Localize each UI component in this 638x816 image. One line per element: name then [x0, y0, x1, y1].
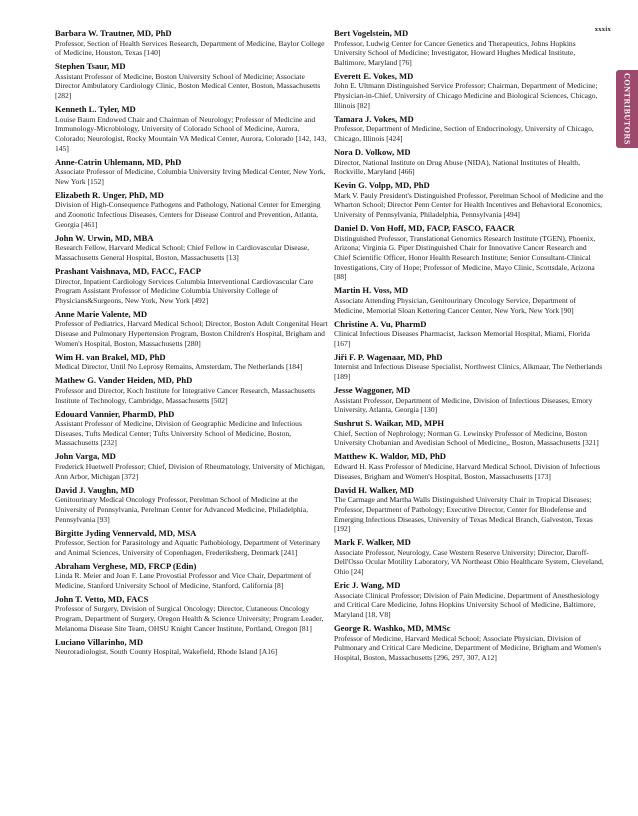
contributor-name: Jiři F. P. Wagenaar, MD, PhD	[334, 351, 443, 362]
contributor-name: Mark F. Walker, MD	[334, 537, 411, 548]
contributor-name: Christine A. Vu, PharmD	[334, 318, 427, 329]
contributor-entry	[55, 409, 329, 449]
contributor-entry	[334, 352, 604, 382]
contributor-name: Kevin G. Volpp, MD, PhD	[334, 180, 430, 191]
contributor-name: Elizabeth R. Unger, PhD, MD	[55, 189, 164, 200]
contributor-entry	[55, 190, 329, 230]
contributor-affiliation: Genitourinary Medical Oncology Professor, Perelman School of Medicine at the University of Pennsylvania, Perelman Center for Advanced Medicine, Philadelphia, Pennsylvania [93]	[55, 495, 308, 524]
contributor-affiliation: Edward H. Kass Professor of Medicine, Harvard Medical School, Division of Infectious Diseases, Brigham and Women's Hospital, Boston, Massachusetts [173]	[334, 461, 601, 481]
contributor-affiliation: Division of High-Consequence Pathogens and Pathology, National Center for Emerging and Zoonotic Infectious Diseases, Centers for Disease Control and Prevention, Atlanta, Georgia [461]	[55, 200, 321, 229]
contributor-name: Mathew G. Vander Heiden, MD, PhD	[55, 375, 193, 386]
contributor-entry	[55, 104, 329, 153]
contributor-entry	[55, 637, 329, 657]
contributor-entry	[55, 61, 329, 101]
contributor-entry	[334, 223, 604, 282]
contributor-entry	[55, 594, 329, 634]
contributor-entry	[334, 147, 604, 177]
contributor-affiliation: Frederick Huetwell Professor; Chief, Division of Rheumatology, University of Michigan, Ann Arbor, Michigan [372]	[55, 461, 325, 481]
contributor-entry	[334, 580, 604, 620]
contributor-name: Anne Marie Valente, MD	[55, 308, 148, 319]
left-column	[55, 28, 329, 660]
contributor-affiliation: Assistant Professor, Department of Medicine, Division of Infectious Diseases, Emory University, Atlanta, Georgia [130]	[334, 395, 593, 415]
contributor-affiliation: Linda R. Meier and Joan F. Lane Provostial Professor and Vice Chair, Department of Medicine, Stanford University School of Medicine, Stanford, California [8]	[55, 571, 312, 590]
contributor-affiliation: Medical Director, Until No Leprosy Remains, Amsterdam, The Netherlands [184]	[55, 362, 303, 372]
contributor-affiliation: Assistant Professor of Medicine, Boston University School of Medicine; Associate Director Ambulatory Cardiology Clinic, Boston Medical Center, Boston, Massachusetts [282]	[55, 71, 321, 101]
contributor-name: Abraham Verghese, MD, FRCP (Edin)	[55, 560, 197, 571]
contributor-affiliation: Professor of Surgery, Division of Surgical Oncology; Director, Cutaneous Oncology Program, Department of Surgery, Oregon Health & Science University; Program Leader, Melanoma Disease Site Team, OHSU Knight Cancer Institute, Portland, Oregon [81]	[55, 604, 324, 633]
contributor-entry	[334, 114, 604, 144]
contributor-name: John T. Vetto, MD, FACS	[55, 593, 149, 604]
contributor-affiliation: Professor, Section for Parasitology and Aquatic Pathobiology, Department of Veterinary and Animal Sciences, University of Copenhagen, Frederiksberg, Denmark [241]	[55, 538, 321, 557]
contributor-entry	[334, 385, 604, 415]
contributor-affiliation: Professor and Director, Koch Institute for Integrative Cancer Research, Massachusetts Institute of Technology, Cambridge, Massachusetts [502]	[55, 385, 316, 405]
contributor-entry	[334, 451, 604, 481]
contributor-affiliation: John E. Ultmann Distinguished Service Professor; Chairman, Department of Medicine; Physician-in-Chief, University of Chicago Medicine and Biological Sciences, Chicago, Illinois [82]	[334, 81, 598, 110]
contributor-name: Jesse Waggoner, MD	[334, 385, 411, 396]
page-number: xxxix	[594, 26, 611, 33]
contributor-affiliation: Director, National Institute on Drug Abuse (NIDA), National Institutes of Health, Rockville, Maryland [466]	[334, 157, 580, 177]
contributor-affiliation: Clinical Infectious Diseases Pharmacist, Jackson Memorial Hospital, Miami, Florida [167]	[334, 329, 590, 348]
contributor-name: Birgitte Jyding Vennervald, MD, MSA	[55, 527, 197, 538]
contributor-entry	[334, 623, 604, 663]
contributor-affiliation: Associate Attending Physician, Genitourinary Oncology Service, Department of Medicine, Memorial Sloan Kettering Cancer Center, New York, New York [90]	[334, 295, 577, 315]
contributor-affiliation: Research Fellow, Harvard Medical School; Chief Fellow in Cardiovascular Disease, Massachusetts General Hospital, Boston, Massachusetts [13]	[55, 243, 310, 263]
contributor-affiliation: Professor of Pediatrics, Harvard Medical School; Director, Boston Adult Congenital Heart Disease and Pulmonary Hypertension Program, Boston Children's Hospital, Brigham and Women's Hospital, Boston, Massachusetts [280]	[55, 319, 328, 348]
contributor-affiliation: Distinguished Professor, Translational Genomics Research Institute (TGEN), Phoenix, Arizona; Virginia G. Piper Distinguished Chair for Innovative Cancer Research and Chief Scientific Officer, Honor Health Research Institute; Senior Consultant-Clinical Investigations, City of Hope; Professor of Medicine, Mayo Clinic, Scottsdale, Arizona [88]	[334, 233, 596, 282]
contributor-entry	[55, 233, 329, 263]
contributor-entry	[334, 418, 604, 448]
contributor-name: Prashant Vaishnava, MD, FACC, FACP	[55, 266, 202, 277]
contributor-affiliation: Associate Professor, Neurology, Case Western Reserve University; Director, Daroff-Dell'Osso Ocular Motility Laboratory, VA Northeast Ohio Healthcare System, Cleveland, Ohio [24]	[334, 547, 604, 577]
contributor-entry	[55, 485, 329, 525]
contributor-entry	[334, 537, 604, 577]
contributor-name: Barbara W. Trautner, MD, PhD	[55, 28, 172, 38]
contributor-name: Sushrut S. Waikar, MD, MPH	[334, 418, 445, 429]
contributor-entry	[334, 180, 604, 220]
contributor-name: Tamara J. Vokes, MD	[334, 113, 414, 124]
contributor-name: Matthew K. Waldor, MD, PhD	[334, 451, 446, 462]
contributor-name: Luciano Villarinho, MD	[55, 636, 144, 647]
contributor-entry	[334, 285, 604, 315]
contributor-entry	[55, 157, 329, 187]
contributor-affiliation: Louise Baum Endowed Chair and Chairman of Neurology; Professor of Medicine and Immunology-Microbiology, University of Colorado School of Medicine, Aurora, Colorado; Neurologist, Rocky Mountain VA Medical Center, Aurora, Colorado [142, 143, 145]	[55, 114, 327, 153]
contributor-entry	[334, 319, 604, 349]
contributor-affiliation: Director, Inpatient Cardiology Services Columbia Interventional Cardiovascular Care Program Assistant Professor of Medicine Columbia University College of Physicians&Surgeons, New York, New York [492]	[55, 276, 314, 305]
contributor-affiliation: Professor, Ludwig Center for Cancer Genetics and Therapeutics, Johns Hopkins University School of Medicine; Investigator, Howard Hughes Medical Institute, Baltimore, Maryland [76]	[334, 38, 576, 67]
contributor-affiliation: Professor, Department of Medicine, Section of Endocrinology, University of Chicago, Chicago, Illinois [424]	[334, 124, 594, 144]
contributor-affiliation: Professor, Section of Health Services Research, Department of Medicine, Baylor College of Medicine, Houston, Texas [140]	[55, 38, 325, 58]
contributor-entry	[334, 71, 604, 111]
contributor-name: Bert Vogelstein, MD	[334, 28, 409, 38]
contributor-affiliation: Mark V. Pauly President's Distinguished Professor, Perelman School of Medicine and the Wharton School; Director Penn Center for Health Incentives and Behavioral Economics, University of Pennsylvania, Philadelphia, Pennsylvania [494]	[334, 190, 604, 220]
contributor-name: Stephen Tsaur, MD	[55, 61, 126, 72]
contributor-affiliation: Associate Professor of Medicine, Columbia University Irving Medical Center, New York, New York [152]	[55, 167, 326, 186]
contributor-name: David J. Vaughn, MD	[55, 484, 135, 495]
contributor-entry	[55, 528, 329, 558]
contributor-entry	[55, 28, 329, 58]
contributor-entry	[55, 561, 329, 591]
contributor-affiliation: Professor of Medicine, Harvard Medical School; Associate Physician, Division of Pulmonary and Critical Care Medicine, Department of Medicine, Brigham and Women's Hospital, Boston, Massachusetts [296, 297, 307, A12]	[334, 633, 602, 662]
contributor-name: Everett E. Vokes, MD	[334, 70, 414, 81]
contributor-entry	[55, 352, 329, 372]
section-tab-contributors	[616, 70, 638, 148]
contributor-name: Nora D. Volkow, MD	[334, 147, 411, 158]
contributor-name: Eric J. Wang, MD	[334, 580, 401, 591]
contributor-name: Daniel D. Von Hoff, MD, FACP, FASCO, FAACR	[334, 223, 515, 234]
contributor-name: Kenneth L. Tyler, MD	[55, 104, 136, 115]
contributor-name: Anne-Catrin Uhlemann, MD, PhD	[55, 156, 182, 167]
contributor-name: George R. Washko, MD, MMSc	[334, 623, 451, 634]
contributor-name: David H. Walker, MD	[334, 484, 414, 495]
contributor-entry	[55, 375, 329, 405]
contributor-name: Martin H. Voss, MD	[334, 285, 409, 296]
contributor-name: Edouard Vannier, PharmD, PhD	[55, 408, 175, 419]
contributor-entry	[334, 485, 604, 534]
contributor-entry	[55, 309, 329, 349]
contributor-affiliation: Internist and Infectious Disease Specialist, Northwest Clinics, Alkmaar, The Netherlands [189]	[334, 362, 603, 382]
contributor-entry	[334, 28, 604, 68]
contributor-entry	[55, 451, 329, 481]
section-tab-label: CONTRIBUTORS	[622, 73, 632, 145]
contributor-affiliation: Assistant Professor of Medicine, Division of Geographic Medicine and Infectious Diseases, Tufts Medical Center; Tufts University School of Medicine, Boston, Massachusetts [232]	[55, 419, 302, 448]
contributor-affiliation: The Carmage and Martha Walls Distinguished University Chair in Tropical Diseases; Professor, Department of Pathology; Executive Director, Center for Biodefense and Emerging Infectious Diseases, University of Texas Medical Branch, Galveston, Texas [192]	[334, 495, 593, 534]
contributor-affiliation: Associate Clinical Professor; Division of Pain Medicine, Department of Anesthesiology and Critical Care Medicine, Johns Hopkins University School of Medicine, Baltimore, Maryland [18, V8]	[334, 590, 600, 620]
contributor-entry	[55, 266, 329, 306]
contributor-affiliation: Chief, Section of Nephrology; Norman G. Lewinsky Professor of Medicine, Boston University Chobanian and Avedisian School of Medicine,, Boston, Massachusetts [321]	[334, 428, 599, 448]
contributor-name: John Varga, MD	[55, 451, 116, 462]
contributor-name: Wim H. van Brakel, MD, PhD	[55, 351, 166, 362]
contributor-affiliation: Neuroradiologist, South County Hospital, Wakefield, Rhode Island [A16]	[55, 647, 278, 657]
contributor-name: John W. Urwin, MD, MBA	[55, 232, 154, 243]
right-column	[334, 28, 604, 666]
